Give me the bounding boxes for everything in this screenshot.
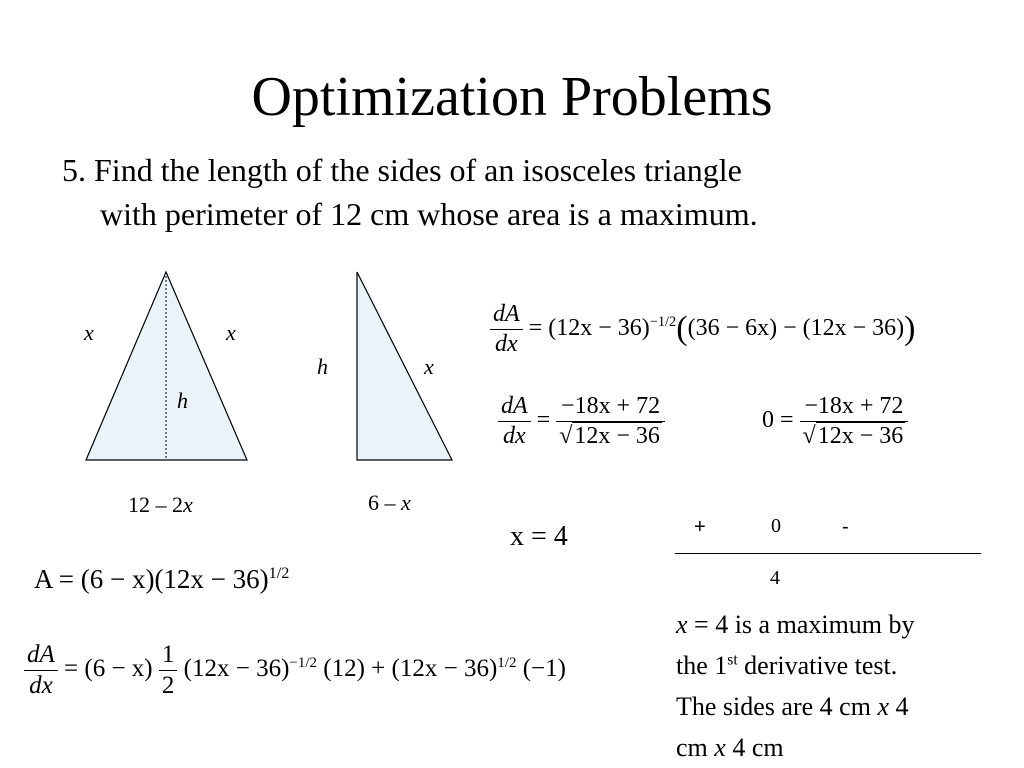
conclusion-line-1: x = 4 is a maximum by bbox=[676, 610, 915, 639]
conclusion-text bbox=[676, 604, 1016, 768]
sign-chart-zero: 0 bbox=[771, 515, 781, 537]
sign-chart-number-line bbox=[675, 553, 981, 554]
derivative-expanded: $\frac{dA}{dx}$ = $(12x - 36)^{-1/2}((36 - 6x) - (12x - 36))$ bbox=[490, 300, 915, 359]
iso-base-label: 12 – 2x bbox=[128, 492, 193, 517]
slide-title: Optimization Problems bbox=[251, 66, 773, 128]
derivative-simplified: $\frac{dA}{dx}$ = $\frac{-18x + 72}{√12x - 36}$ bbox=[498, 392, 665, 451]
right-triangle bbox=[357, 272, 452, 460]
dA-dx-fraction: $\frac{dA}{dx}$ bbox=[490, 300, 523, 359]
sign-chart-right-sign: - bbox=[842, 516, 849, 538]
area-function: $A = (6 - x)(12x - 36)^{1/2}$ bbox=[34, 564, 290, 594]
right-base-label: 6 – x bbox=[368, 490, 411, 515]
problem-line-2: with perimeter of 12 cm whose area is a maximum. bbox=[100, 196, 758, 232]
critical-point: x = 4 bbox=[510, 521, 568, 552]
conclusion-line-4: cm x 4 cm bbox=[676, 733, 784, 762]
iso-right-side-label: x bbox=[226, 320, 236, 345]
iso-height-label: h bbox=[177, 388, 188, 413]
right-hyp-label: x bbox=[424, 354, 434, 379]
right-height-label: h bbox=[317, 354, 328, 379]
conclusion-line-2: the 1st derivative test. bbox=[676, 651, 898, 680]
product-rule-derivative: $\frac{dA}{dx}$ = (6 − x) $\frac{1}{2}$ $(12x - 36)^{-1/2}$ $(12) + (12x - 36)^{1/2}$ (−1) bbox=[24, 640, 566, 701]
conclusion-line-3: The sides are 4 cm x 4 bbox=[676, 692, 909, 721]
derivative-zero-equation: 0 = $\frac{-18x + 72}{√12x - 36}$ bbox=[762, 392, 908, 451]
problem-line-1: 5. Find the length of the sides of an isosceles triangle bbox=[62, 152, 742, 188]
sign-chart-left-sign: + bbox=[694, 516, 706, 538]
iso-left-side-label: x bbox=[84, 320, 94, 345]
sign-chart-critical-x: 4 bbox=[770, 567, 780, 589]
